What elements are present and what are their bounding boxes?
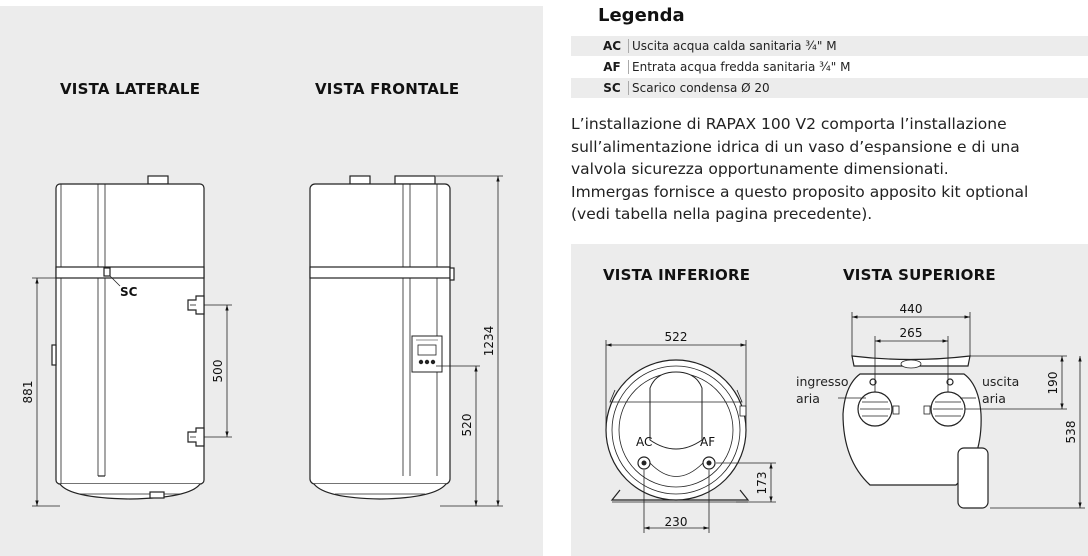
- dim-440: 440: [899, 302, 923, 316]
- dim-500: 500: [211, 359, 225, 383]
- dim-230: 230: [664, 515, 688, 529]
- note-line: (vedi tabella nella pagina precedente).: [571, 205, 873, 223]
- dim-173: 173: [755, 471, 769, 495]
- bottom-view-drawing: [606, 360, 748, 502]
- dim-1234: 1234: [482, 325, 496, 357]
- dim-522: 522: [664, 330, 688, 344]
- legend-description: Scarico condensa Ø 20: [632, 81, 770, 95]
- dim-538: 538: [1064, 420, 1078, 444]
- dim-881: 881: [21, 380, 35, 404]
- legend-description: Uscita acqua calda sanitaria ¾" M: [632, 39, 837, 53]
- title-vista-laterale: VISTA LATERALE: [60, 80, 201, 98]
- legend-title: Legenda: [598, 5, 685, 26]
- legend-code: AF: [603, 60, 621, 74]
- af-label: AF: [700, 435, 716, 449]
- note-line: L’installazione di RAPAX 100 V2 comporta l’installazione: [571, 115, 1007, 133]
- sc-label: SC: [120, 285, 138, 299]
- top-view-drawing: [843, 356, 988, 508]
- note-line: sull’alimentazione idrica di un vaso d’espansione e di una: [571, 137, 1020, 156]
- uscita-label: uscita: [982, 374, 1020, 389]
- ingresso-label: ingresso: [796, 374, 849, 389]
- note-line: valvola sicurezza opportunamente dimensionati.: [571, 160, 949, 178]
- legend-code: SC: [603, 81, 621, 95]
- legend-description: Entrata acqua fredda sanitaria ¾" M: [632, 60, 851, 74]
- side-view-drawing: [52, 176, 204, 499]
- ac-label: AC: [636, 435, 653, 449]
- dim-190: 190: [1046, 371, 1060, 395]
- legend-code: AC: [602, 39, 622, 53]
- note-line: Immergas fornisce a questo proposito apposito kit optional: [571, 182, 1029, 201]
- title-vista-frontale: VISTA FRONTALE: [315, 80, 460, 98]
- uscita-aria-label: aria: [982, 391, 1006, 406]
- dim-265: 265: [899, 326, 923, 340]
- ingresso-aria-label: aria: [796, 391, 820, 406]
- title-vista-inferiore: VISTA INFERIORE: [603, 266, 751, 284]
- dim-520: 520: [460, 413, 474, 437]
- front-view-drawing: [310, 176, 454, 499]
- title-vista-superiore: VISTA SUPERIORE: [843, 266, 996, 284]
